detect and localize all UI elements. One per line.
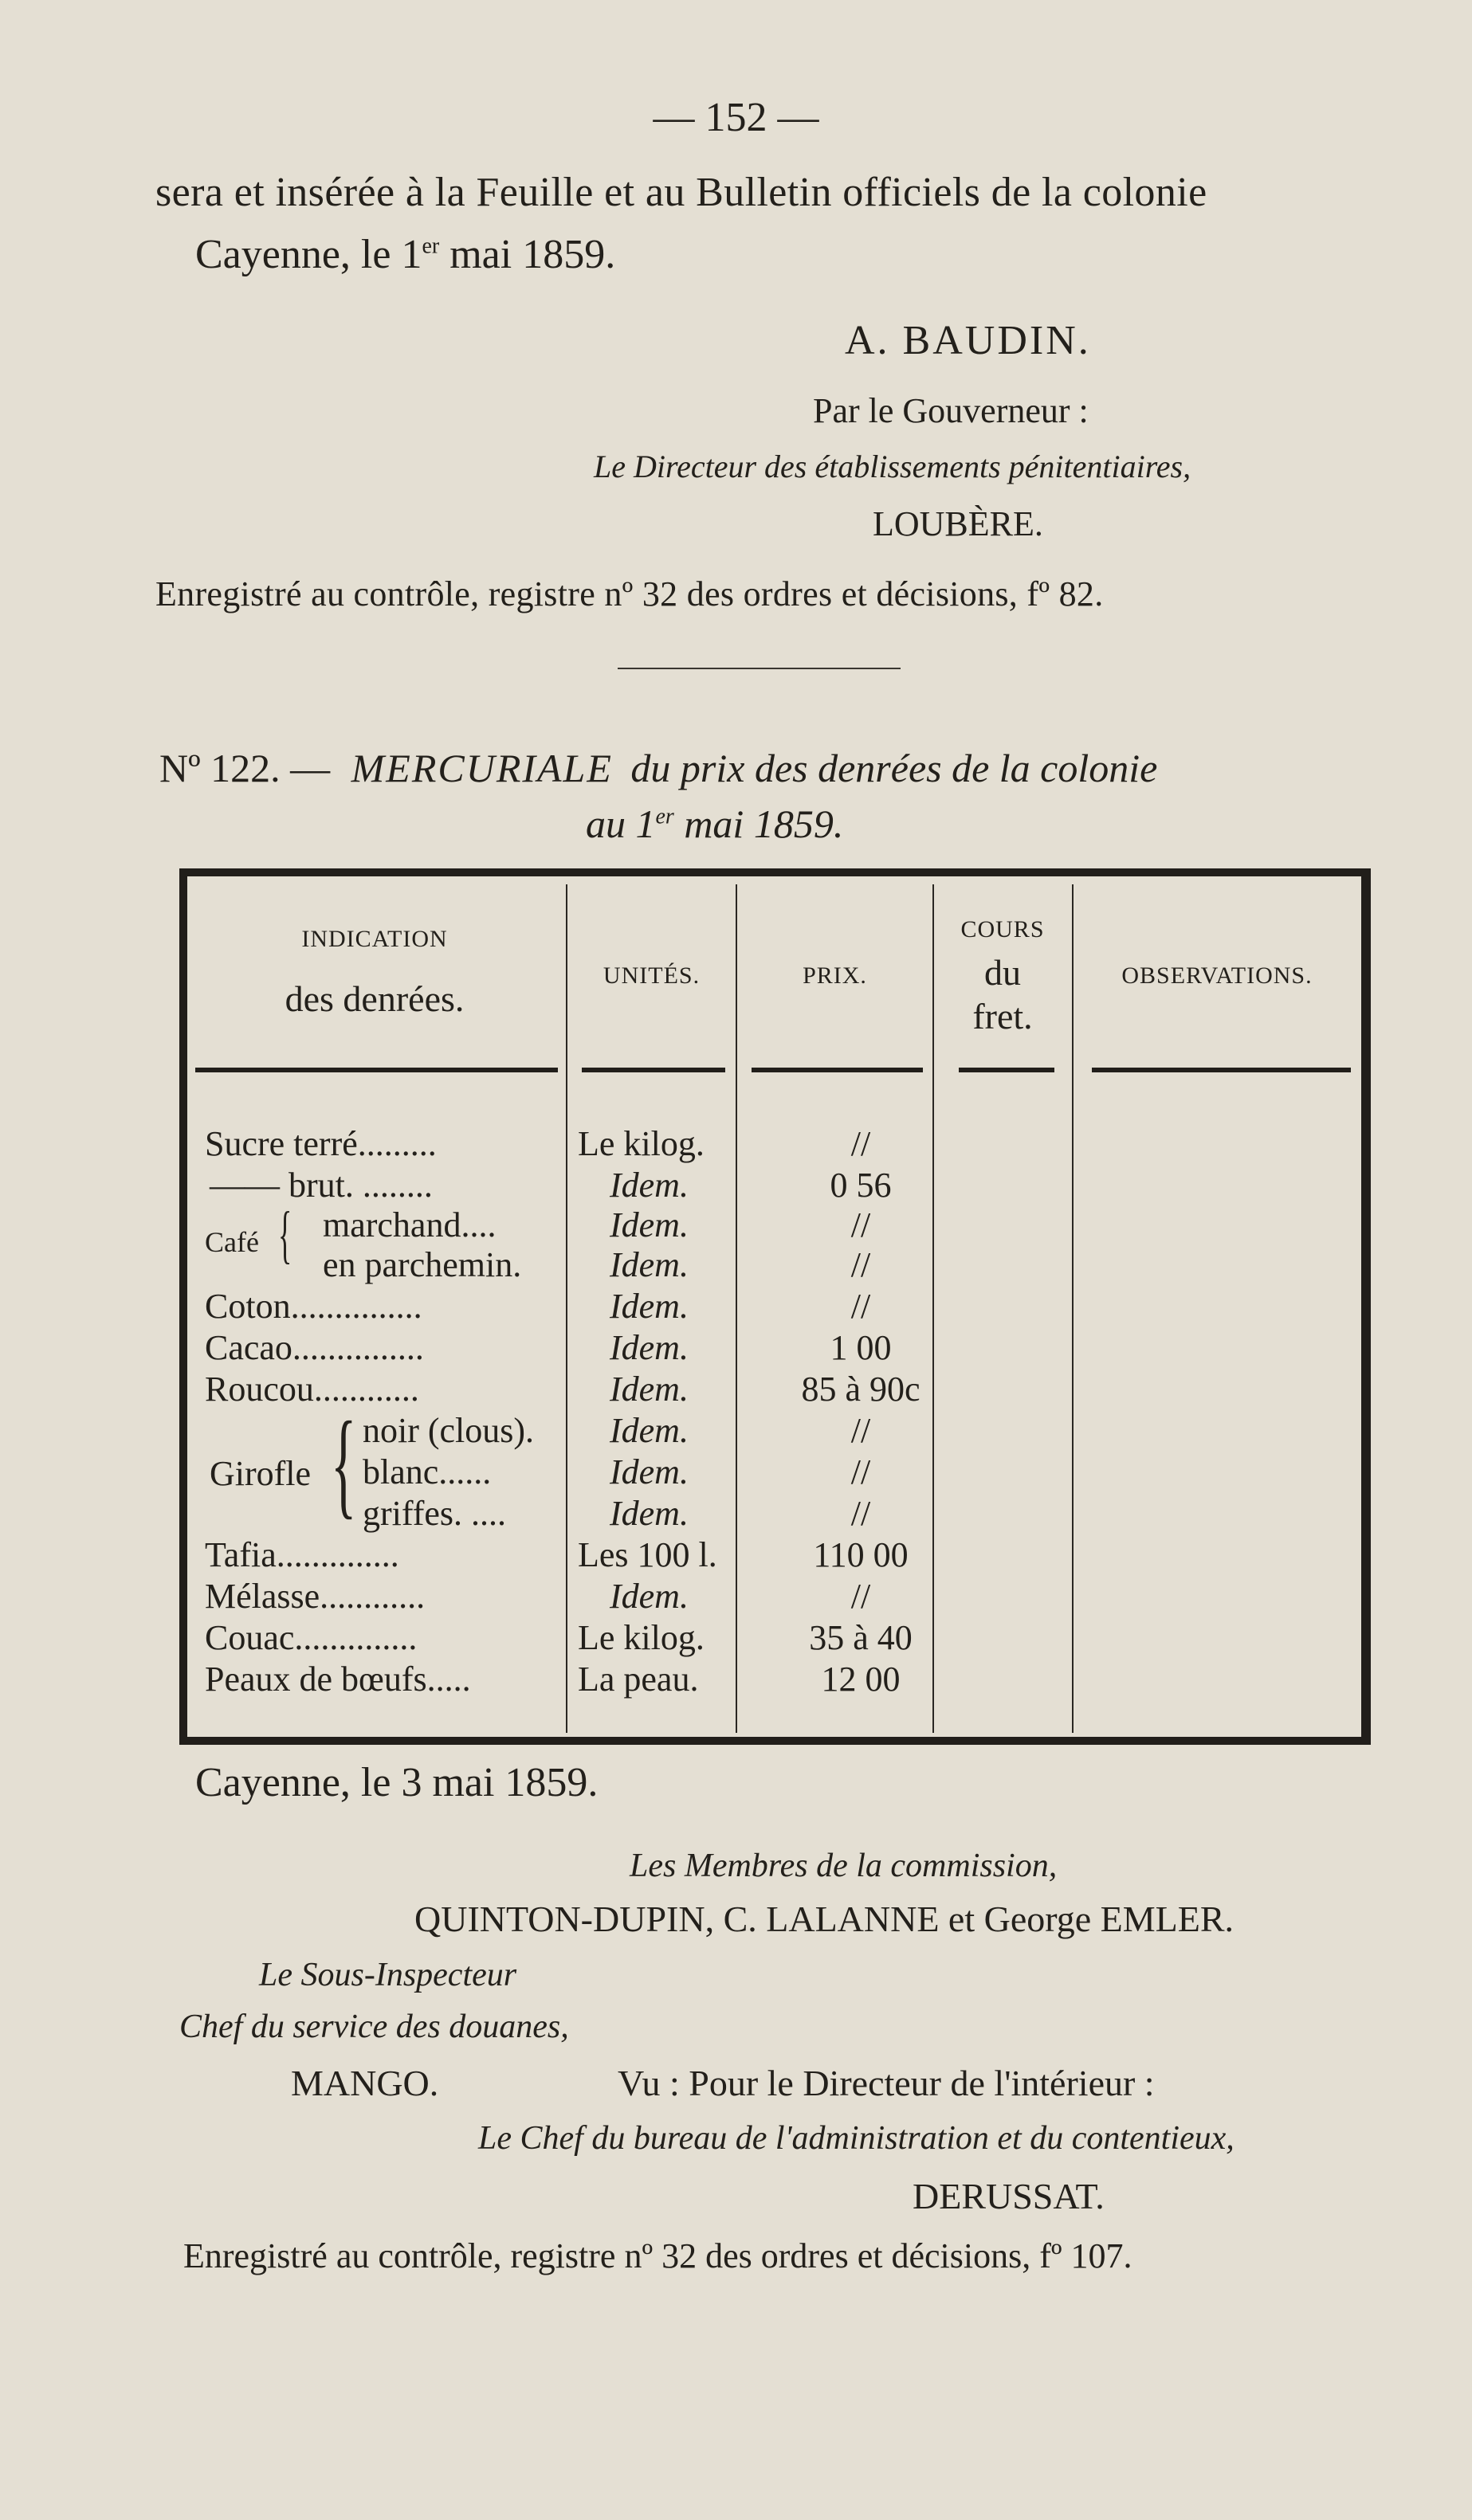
header-du: du — [984, 952, 1021, 993]
row-prix: // — [850, 1287, 871, 1326]
header-cours: COURS — [960, 916, 1045, 943]
header-unites: UNITÉS. — [603, 962, 701, 989]
mercuriale-title-line-2: au 1er mai 1859. — [586, 801, 844, 846]
row-label: noir (clous). — [363, 1411, 535, 1450]
row-label: Mélasse............ — [205, 1577, 426, 1616]
signatory-derussat: DERUSSAT. — [913, 2176, 1105, 2216]
table-row — [179, 1244, 1371, 1286]
table-row — [179, 1493, 1371, 1534]
signatory-baudin: A. BAUDIN. — [845, 318, 1091, 363]
mercuriale-word: MERCURIALE — [351, 746, 613, 790]
directeur-role: Le Directeur des établissements pénitentiaires, — [594, 449, 1191, 484]
row-label: —— brut. ........ — [210, 1166, 433, 1205]
header-rule — [752, 1068, 923, 1072]
signatory-loubere: LOUBÈRE. — [873, 504, 1043, 543]
row-prix: 110 00 — [813, 1535, 909, 1574]
row-unit: Idem. — [610, 1245, 689, 1284]
row-prix: // — [850, 1411, 871, 1450]
table-row — [179, 1286, 1371, 1327]
header-rule — [959, 1068, 1054, 1072]
row-unit: Idem. — [610, 1577, 689, 1616]
header-indication: INDICATION — [301, 926, 448, 952]
chef-douanes: Chef du service des douanes, — [179, 2009, 569, 2045]
table-row — [179, 1576, 1371, 1617]
row-label: Tafia.............. — [205, 1535, 399, 1574]
intro-line-2: Cayenne, le 1er mai 1859. — [195, 232, 616, 277]
table-row — [179, 1534, 1371, 1576]
row-unit: Idem. — [610, 1411, 689, 1450]
vu-directeur: Vu : Pour le Directeur de l'intérieur : — [618, 2063, 1155, 2103]
row-label: Peaux de bœufs..... — [205, 1660, 471, 1699]
group-label-cafe: Café — [205, 1226, 259, 1258]
row-label: griffes. .... — [363, 1494, 507, 1533]
table-row — [179, 1617, 1371, 1659]
header-observations: OBSERVATIONS. — [1121, 962, 1313, 989]
header-prix: PRIX. — [803, 962, 867, 989]
row-prix: 85 à 90c — [801, 1370, 920, 1409]
table-frame-bottom — [179, 1737, 1371, 1745]
membres-commission: Les Membres de la commission, — [630, 1848, 1058, 1884]
brace-girofle: { — [331, 1397, 357, 1530]
header-rule — [582, 1068, 725, 1072]
row-prix: // — [850, 1124, 871, 1163]
row-label: Cacao............... — [205, 1328, 424, 1367]
row-label: blanc...... — [363, 1452, 492, 1491]
row-label: Coton............... — [205, 1287, 422, 1326]
row-prix: 1 00 — [830, 1328, 892, 1367]
intro-line-1: sera et insérée à la Feuille et au Bulletin officiels de la colonie — [155, 170, 1207, 215]
table-row — [179, 1452, 1371, 1493]
row-prix: // — [850, 1577, 871, 1616]
row-label: marchand.... — [323, 1205, 497, 1244]
row-unit: Idem. — [610, 1452, 689, 1491]
chef-bureau: Le Chef du bureau de l'administration et du contentieux, — [478, 2120, 1235, 2157]
row-prix: // — [850, 1494, 871, 1533]
row-unit: Idem. — [610, 1287, 689, 1326]
row-label: en parchemin. — [323, 1245, 522, 1284]
table-frame-top — [179, 868, 1371, 876]
table-row — [179, 1369, 1371, 1410]
separator-rule — [618, 668, 901, 669]
table-row — [179, 1165, 1371, 1206]
registration-note-1: Enregistré au contrôle, registre nº 32 des ordres et décisions, fº 82. — [155, 574, 1104, 613]
membres-names: QUINTON-DUPIN, C. LALANNE et George EMLER. — [414, 1899, 1235, 1939]
row-unit: Idem. — [610, 1494, 689, 1533]
row-prix: 0 56 — [830, 1166, 892, 1205]
row-label: Couac.............. — [205, 1618, 418, 1657]
row-unit: Le kilog. — [578, 1618, 705, 1657]
mercuriale-number: Nº 122. — — [159, 746, 331, 790]
header-rule — [1092, 1068, 1351, 1072]
row-prix: // — [850, 1452, 871, 1491]
table-row — [179, 1327, 1371, 1369]
table-row — [179, 1410, 1371, 1452]
closing-date: Cayenne, le 3 mai 1859. — [195, 1760, 599, 1805]
row-unit: La peau. — [578, 1660, 699, 1699]
header-fret: fret. — [972, 996, 1033, 1037]
mercuriale-title-line-1 — [159, 745, 1157, 791]
row-unit: Le kilog. — [578, 1124, 705, 1163]
signatory-mango: MANGO. — [291, 2063, 439, 2103]
table-row — [179, 1659, 1371, 1700]
group-label-girofle: Girofle — [210, 1454, 312, 1493]
row-prix: // — [850, 1205, 871, 1244]
row-unit: Idem. — [610, 1370, 689, 1409]
row-prix: 12 00 — [821, 1660, 901, 1699]
header-rule — [195, 1068, 558, 1072]
header-des-denrees: des denrées. — [285, 978, 465, 1019]
mercuriale-table — [179, 868, 1371, 1745]
registration-note-2: Enregistré au contrôle, registre nº 32 des ordres et décisions, fº 107. — [183, 2236, 1132, 2275]
row-unit: Idem. — [610, 1205, 689, 1244]
table-row — [179, 1205, 1371, 1246]
page-number: — 152 — — [653, 95, 819, 140]
sous-inspecteur: Le Sous-Inspecteur — [259, 1957, 517, 1993]
row-label: Roucou............ — [205, 1370, 419, 1409]
row-unit: Idem. — [610, 1328, 689, 1367]
row-prix: // — [850, 1245, 871, 1284]
par-le-gouverneur: Par le Gouverneur : — [813, 391, 1089, 430]
table-row — [179, 1123, 1371, 1165]
row-unit: Idem. — [610, 1166, 689, 1205]
row-unit: Les 100 l. — [578, 1535, 717, 1574]
brace-cafe: { — [278, 1200, 292, 1270]
row-prix: 35 à 40 — [809, 1618, 913, 1657]
mercuriale-title-rest: du prix des denrées de la colonie — [630, 746, 1158, 790]
row-label: Sucre terré......... — [205, 1124, 437, 1163]
